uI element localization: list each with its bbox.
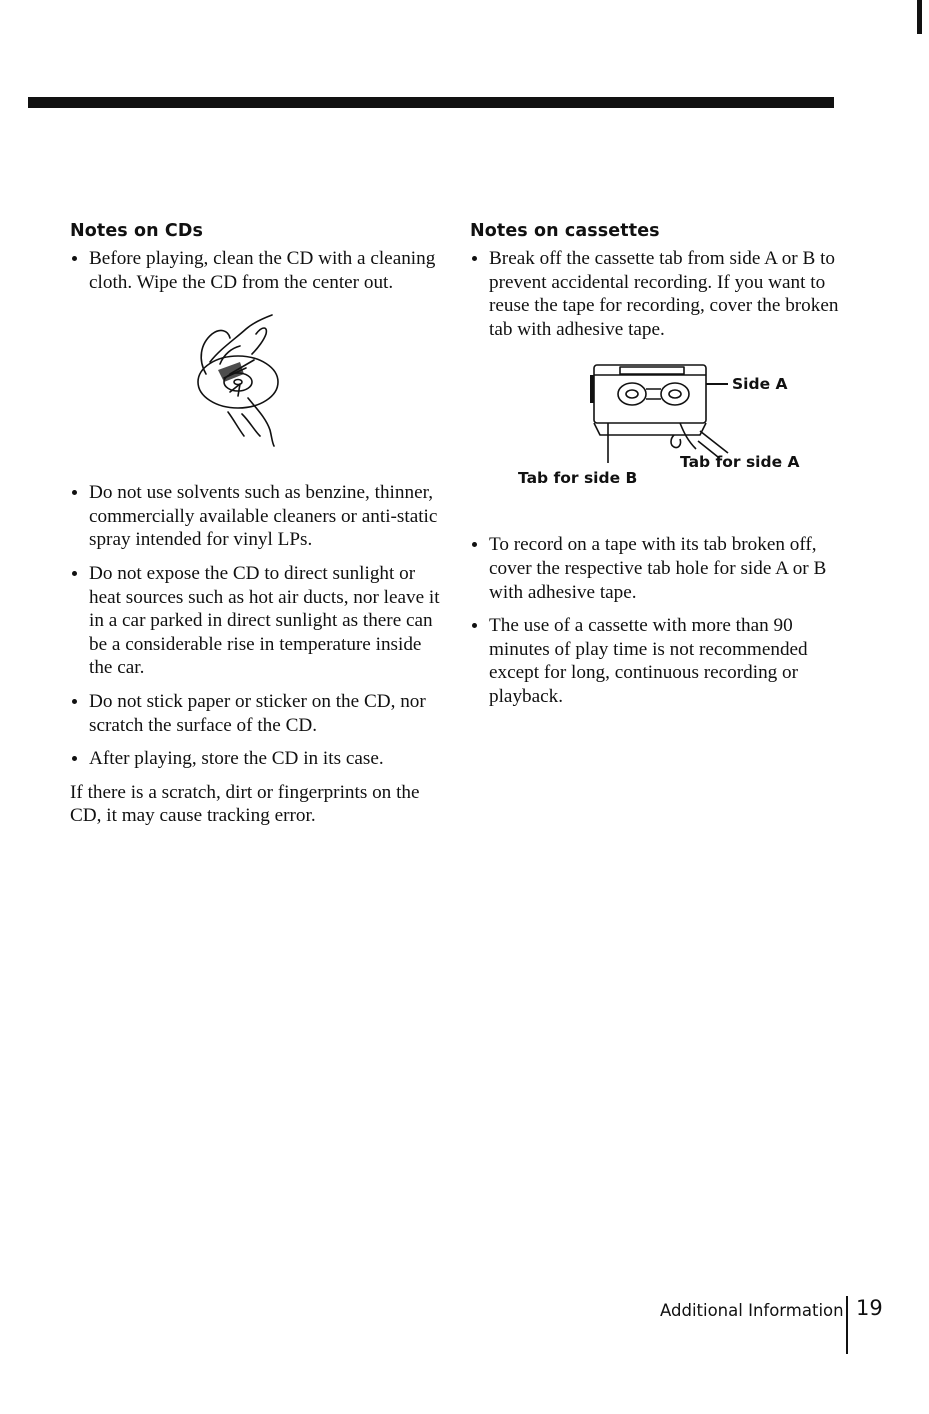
cd-note-item: Do not expose the CD to direct sunlight or heat sources such as hot air ducts, nor leave it in a car parked in direct sunlight as there can be a considerable rise in temperature inside the car. — [70, 562, 440, 680]
cassette-notes-list — [470, 533, 850, 708]
cd-note-item: Do not use solvents such as benzine, thinner, commercially available cleaners or anti-static spray intended for vinyl LPs. — [70, 481, 440, 552]
top-rule — [28, 97, 834, 108]
cd-notes-list-top — [70, 247, 440, 294]
cassette-notes-section — [470, 221, 850, 719]
cd-note-item: Before playing, clean the CD with a cleaning cloth. Wipe the CD from the center out. — [70, 247, 440, 294]
tab-side-a-label: Tab for side A — [680, 453, 800, 472]
cd-notes-list — [70, 481, 440, 771]
cd-cleaning-illustration — [70, 304, 440, 469]
tab-side-b-label: Tab for side B — [518, 469, 638, 488]
cassette-note-item: The use of a cassette with more than 90 minutes of play time is not recommended except for long, continuous recording or playback. — [470, 614, 850, 708]
cd-notes-section — [70, 221, 440, 828]
footer-separator — [846, 1296, 848, 1354]
cd-note-item: After playing, store the CD in its case. — [70, 747, 440, 771]
footer-section-title: Additional Information — [660, 1301, 844, 1320]
cd-wipe-icon — [180, 304, 340, 469]
cassette-tab-illustration — [470, 361, 850, 511]
cd-closing-note: If there is a scratch, dirt or fingerprints on the CD, it may cause tracking error. — [70, 781, 420, 827]
side-a-label: Side A — [732, 375, 788, 394]
cassette-notes-heading: Notes on cassettes — [470, 221, 660, 241]
cd-notes-heading: Notes on CDs — [70, 221, 203, 241]
cd-note-item: Do not stick paper or sticker on the CD, nor scratch the surface of the CD. — [70, 690, 440, 737]
cassette-note-item: To record on a tape with its tab broken off, cover the respective tab hole for side A or B with adhesive tape. — [470, 533, 850, 604]
cassette-notes-list-top — [470, 247, 850, 341]
cassette-note-item: Break off the cassette tab from side A or B to prevent accidental recording. If you want to reuse the tape for recording, cover the broken tab with adhesive tape. — [470, 247, 850, 341]
page-number: 19 — [856, 1296, 883, 1320]
edge-mark — [917, 0, 922, 34]
